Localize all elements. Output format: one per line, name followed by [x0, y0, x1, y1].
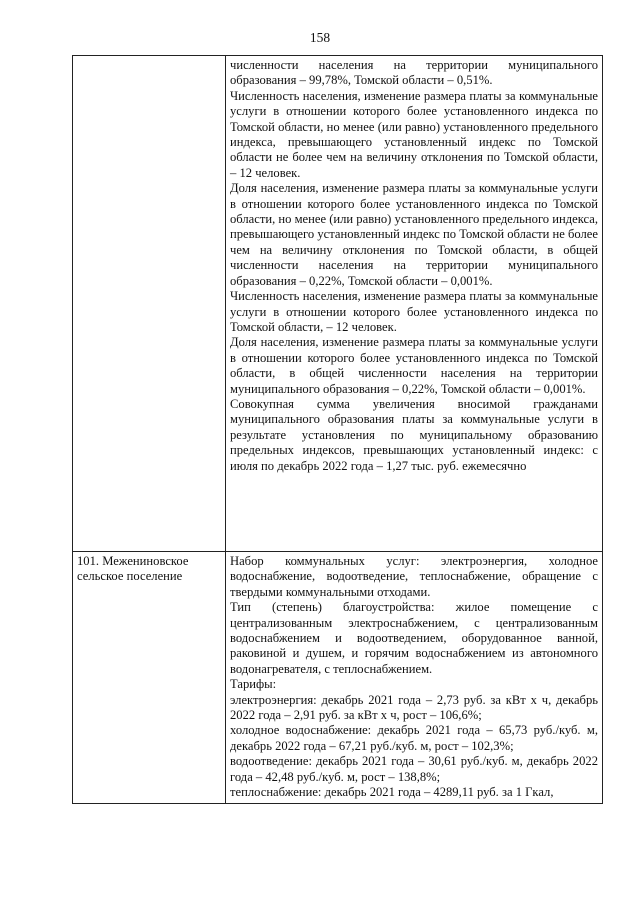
page-number: 158: [309, 30, 331, 45]
municipality-cell: [73, 56, 226, 552]
municipal-tariff-table: [72, 55, 603, 804]
paragraph: холодное водоснабжение: декабрь 2021 года – 65,73 руб./куб. м, декабрь 2022 года – 67,21 руб./куб. м, рост – 102,3%;: [230, 723, 598, 753]
paragraph: водоотведение: декабрь 2021 года – 30,61 руб./куб. м, декабрь 2022 года – 42,48 руб./куб. м, рост – 138,8%;: [230, 754, 598, 784]
paragraph: Тип (степень) благоустройства: жилое помещение с централизованным электроснабжением, с централизованным водоснабжением и водоотведением, оборудованное ванной, раковиной и душем, и горячим водоснабжением из автономного водонагревателя, с теплоснабжением.: [230, 600, 598, 676]
municipality-cell: 101. Межениновское сельское поселение: [73, 552, 226, 804]
table-row: [73, 56, 603, 552]
paragraph: Тарифы:: [230, 677, 277, 692]
paragraph: Численность населения, изменение размера платы за коммунальные услуги в отношении которого более установленного индекса по Томской области, – 12 человек.: [230, 289, 598, 334]
paragraph: теплоснабжение: декабрь 2021 года – 4289,11 руб. за 1 Гкал,: [230, 785, 554, 800]
paragraph: электроэнергия: декабрь 2021 года – 2,73 руб. за кВт х ч, декабрь 2022 года – 2,91 руб. за кВт х ч, рост – 106,6%;: [230, 692, 598, 723]
table-row: [73, 552, 603, 804]
paragraph: Численность населения, изменение размера платы за коммунальные услуги в отношении которого более установленного индекса по Томской области, но менее (или равно) установленного предельного индекса, превышающего установленный индекс по Томской области не более чем на величину отклонения по Томской области, – 12 человек.: [230, 88, 598, 180]
description-cell: [226, 552, 603, 804]
paragraph: Доля населения, изменение размера платы за коммунальные услуги в отношении которого более установленного индекса по Томской области, но менее (или равно) установленного предельного индекса, превышающего установленный индекс по Томской области не более чем на величину отклонения по Томской области, в общей численности населения на территории муниципального образования – 0,22%, Томской области – 0,001%.: [230, 181, 599, 288]
description-cell: [226, 56, 603, 552]
paragraph: Совокупная сумма увеличения вносимой гражданами муниципального образования платы за коммунальные услуги в результате установления по муниципальному образованию предельных индексов, превышающих установленный индекс: с июля по декабрь 2022 года – 1,27 тыс. руб. ежемесячно: [230, 396, 598, 473]
paragraph: Набор коммунальных услуг: электроэнергия, холодное водоснабжение, водоотведение, теплоснабжение, обращение с твердыми коммунальными отходами.: [230, 554, 598, 599]
paragraph: численности населения на территории муниципального образования – 99,78%, Томской области – 0,51%.: [230, 58, 598, 88]
paragraph: Доля населения, изменение размера платы за коммунальные услуги в отношении которого более установленного индекса по Томской области, в общей численности населения на территории муниципального образования – 0,22%, Томской области – 0,001%.: [230, 335, 598, 396]
